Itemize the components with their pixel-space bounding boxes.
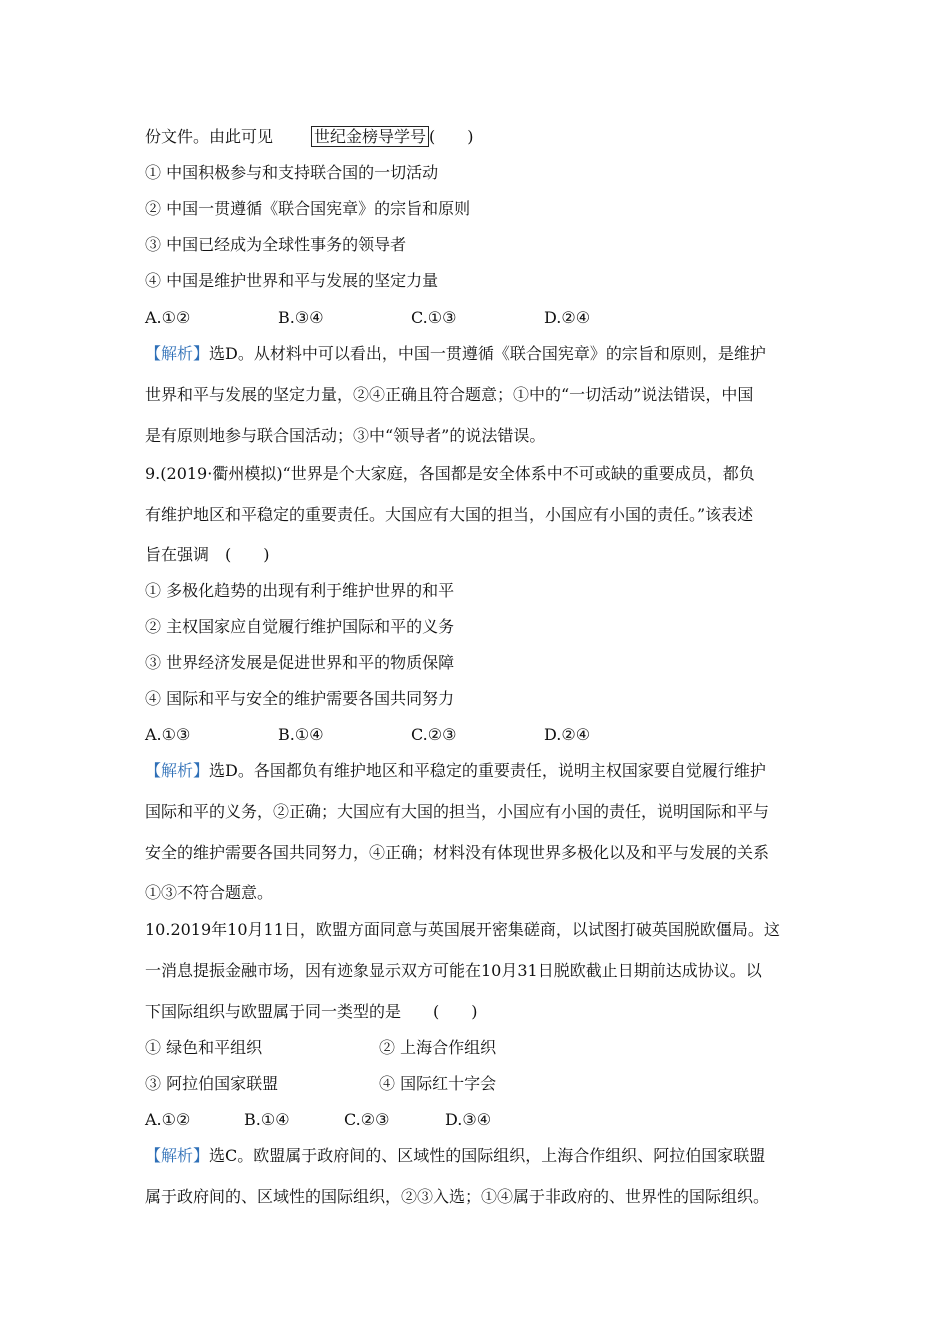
- q9-option-item: ① 多极化趋势的出现有利于维护世界的和平: [145, 581, 455, 600]
- answer-paren: ( ): [429, 127, 474, 146]
- analysis-tag: 【解析】: [145, 1146, 210, 1165]
- q8-stem-line: [145, 127, 474, 147]
- analysis-tag: 【解析】: [145, 761, 210, 780]
- choice-a: A.①②: [145, 308, 191, 327]
- choice-d: D.③④: [445, 1110, 492, 1129]
- q9-analysis-line: 安全的维护需要各国共同努力，④正确；材料没有体现世界多极化以及和平与发展的关系: [145, 843, 770, 862]
- q9-choices: [145, 725, 590, 745]
- q9-analysis-line: 国际和平的义务，②正确；大国应有大国的担当，小国应有小国的责任，说明国际和平与: [145, 802, 770, 821]
- choice-a: A.①②: [145, 1110, 191, 1129]
- q10-stem-line: 10.2019年10月11日，欧盟方面同意与英国展开密集磋商，以试图打破英国脱欧僵局。这: [145, 920, 780, 939]
- q10-option-item: ② 上海合作组织: [379, 1038, 497, 1057]
- q9-option-item: ④ 国际和平与安全的维护需要各国共同努力: [145, 689, 455, 708]
- q10-option-item: ③ 阿拉伯国家联盟: [145, 1074, 279, 1093]
- q10-analysis-line: [145, 1146, 765, 1166]
- choice-c: C.①③: [411, 308, 457, 327]
- q8-option-item: ② 中国一贯遵循《联合国宪章》的宗旨和原则: [145, 199, 471, 218]
- choice-a: A.①③: [145, 725, 191, 744]
- choice-b: B.③④: [278, 308, 324, 327]
- q9-option-item: ② 主权国家应自觉履行维护国际和平的义务: [145, 617, 455, 636]
- q8-choices: [145, 308, 590, 328]
- choice-b: B.①④: [244, 1110, 290, 1129]
- q9-stem-line: 有维护地区和平稳定的重要责任。大国应有大国的担当，小国应有小国的责任。”该表述: [145, 505, 754, 524]
- q10-choices: [145, 1110, 491, 1130]
- choice-b: B.①④: [278, 725, 324, 744]
- q8-option-item: ① 中国积极参与和支持联合国的一切活动: [145, 163, 439, 182]
- analysis-text: 选C。欧盟属于政府间的、区域性的国际组织，上海合作组织、阿拉伯国家联盟: [209, 1146, 766, 1165]
- q10-option-item: ① 绿色和平组织: [145, 1038, 263, 1057]
- q8-analysis-line: [145, 344, 766, 364]
- q10-analysis-line: 属于政府间的、区域性的国际组织，②③入选；①④属于非政府的、世界性的国际组织。: [145, 1187, 770, 1206]
- choice-d: D.②④: [544, 308, 591, 327]
- choice-c: C.②③: [411, 725, 457, 744]
- q9-option-item: ③ 世界经济发展是促进世界和平的物质保障: [145, 653, 455, 672]
- source-box: 世纪金榜导学号: [311, 126, 429, 147]
- q10-option-row: [145, 1074, 496, 1094]
- q8-option-item: ④ 中国是维护世界和平与发展的坚定力量: [145, 271, 439, 290]
- q9-stem-line: 9.(2019·衢州模拟)“世界是个大家庭，各国都是安全体系中不可或缺的重要成员，都负: [145, 464, 755, 483]
- q10-stem-line: 下国际组织与欧盟属于同一类型的是 ( ): [145, 1002, 478, 1021]
- choice-d: D.②④: [544, 725, 591, 744]
- analysis-text: 选D。各国都负有维护地区和平稳定的重要责任，说明主权国家要自觉履行维护: [209, 761, 766, 780]
- analysis-tag: 【解析】: [145, 344, 210, 363]
- analysis-text: 选D。从材料中可以看出，中国一贯遵循《联合国宪章》的宗旨和原则，是维护: [209, 344, 766, 363]
- q9-stem-line: 旨在强调 ( ): [145, 545, 270, 564]
- q9-analysis-line: [145, 761, 766, 781]
- q10-option-item: ④ 国际红十字会: [379, 1074, 497, 1093]
- choice-c: C.②③: [344, 1110, 390, 1129]
- q8-analysis-line: 是有原则地参与联合国活动；③中“领导者”的说法错误。: [145, 426, 546, 445]
- q8-option-item: ③ 中国已经成为全球性事务的领导者: [145, 235, 407, 254]
- q10-option-row: [145, 1038, 496, 1058]
- q10-stem-line: 一消息提振金融市场，因有迹象显示双方可能在10月31日脱欧截止日期前达成协议。以: [145, 961, 762, 980]
- q8-analysis-line: 世界和平与发展的坚定力量，②④正确且符合题意；①中的“一切活动”说法错误，中国: [145, 385, 754, 404]
- q8-stem-text: 份文件。由此可见: [145, 127, 274, 146]
- q9-analysis-line: ①③不符合题意。: [145, 883, 274, 902]
